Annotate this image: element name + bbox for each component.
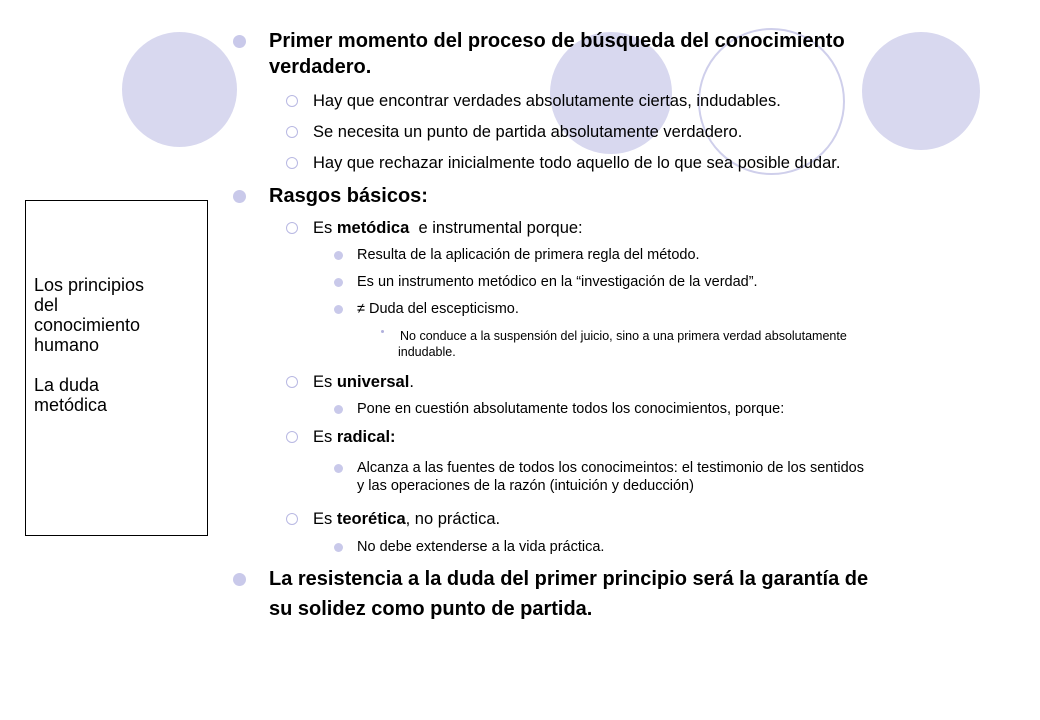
bullet-dot-icon xyxy=(334,464,343,473)
bullet-dot-icon xyxy=(233,190,246,203)
sidebar-subtitle-line: metódica xyxy=(34,395,108,415)
text-fragment: Es xyxy=(313,428,337,446)
bullet-dot-icon xyxy=(334,278,343,287)
bullet-rasgos-basicos: Rasgos básicos: xyxy=(269,185,428,207)
text-fragment: . xyxy=(409,373,414,391)
bullet-ring-icon xyxy=(286,95,298,107)
bullet-text-line: Primer momento del proceso de búsqueda del conocimiento xyxy=(269,30,845,52)
bullet-dot-icon xyxy=(334,251,343,260)
text-fragment: , no práctica. xyxy=(405,510,501,528)
sub-bullet-verdades: Hay que encontrar verdades absolutamente ciertas, indudables. xyxy=(313,92,781,110)
bullet-ring-icon xyxy=(286,376,298,388)
bullet-text-line: No conduce a la suspensión del juicio, sino a una primera verdad absolutamente xyxy=(400,329,847,343)
bullet-dot-icon xyxy=(334,305,343,314)
bullet-resistencia xyxy=(269,566,868,622)
bullet-small-dot-icon xyxy=(381,330,384,333)
bullet-text-line: La resistencia a la duda del primer principio será la garantía de xyxy=(269,568,869,590)
bullet-ring-icon xyxy=(286,513,298,525)
bullet-dot-icon xyxy=(334,543,343,552)
sub-bullet-punto-partida: Se necesita un punto de partida absolutamente verdadero. xyxy=(313,123,743,141)
bullet-text-line: su solidez como punto de partida. xyxy=(269,598,593,620)
bullet-text-line: Alcanza a las fuentes de todos los conocimeintos: el testimonio de los sentidos xyxy=(357,460,864,476)
sub-sub-bullet-instrumento: Es un instrumento metódico en la “investigación de la verdad”. xyxy=(357,274,758,290)
bullet-dot-icon xyxy=(334,405,343,414)
sub-sub-bullet-alcanza xyxy=(357,459,864,495)
sub-bullet-universal xyxy=(313,372,414,392)
bullet-ring-icon xyxy=(286,222,298,234)
sidebar-title-line: del xyxy=(34,295,59,315)
sub-bullet-teoretica xyxy=(313,509,500,529)
bullet-ring-icon xyxy=(286,157,298,169)
sidebar-subtitle-line: La duda xyxy=(34,375,100,395)
text-fragment: Es xyxy=(313,510,337,528)
sub-sub-bullet-pone-en-cuestion: Pone en cuestión absolutamente todos los conocimientos, porque: xyxy=(357,401,785,417)
sub-bullet-metodica xyxy=(313,218,583,238)
bullet-primer-momento xyxy=(269,28,845,80)
sub-bullet-radical xyxy=(313,427,396,447)
sub-bullet-rechazar: Hay que rechazar inicialmente todo aquello de lo que sea posible dudar. xyxy=(313,154,841,172)
text-fragment-bold: metódica xyxy=(336,219,410,237)
sub-sub-sub-bullet-suspension xyxy=(398,328,847,360)
sub-sub-bullet-primera-regla: Resulta de la aplicación de primera regla del método. xyxy=(357,247,700,263)
text-fragment: e instrumental porque: xyxy=(409,219,583,237)
bullet-ring-icon xyxy=(286,431,298,443)
bullet-ring-icon xyxy=(286,126,298,138)
text-fragment: Es xyxy=(313,219,337,237)
sub-sub-bullet-vida-practica: No debe extenderse a la vida práctica. xyxy=(357,539,605,555)
text-fragment-bold: universal xyxy=(336,373,410,391)
text-fragment: Es xyxy=(313,373,337,391)
bullet-dot-icon xyxy=(233,35,246,48)
bullet-dot-icon xyxy=(233,573,246,586)
sidebar-title-line: conocimiento xyxy=(34,315,141,335)
sub-sub-bullet-escepticismo: ≠ Duda del escepticismo. xyxy=(357,301,519,317)
bullet-text-line: verdadero. xyxy=(269,56,372,78)
sidebar-title-line: humano xyxy=(34,335,100,355)
bullet-text-line: y las operaciones de la razón (intuición y deducción) xyxy=(357,478,694,494)
text-fragment-bold: radical: xyxy=(336,428,396,446)
text-fragment-bold: teorética xyxy=(336,510,406,528)
bullet-text-line: indudable. xyxy=(398,345,456,359)
sidebar-title-line: Los principios xyxy=(34,275,145,295)
